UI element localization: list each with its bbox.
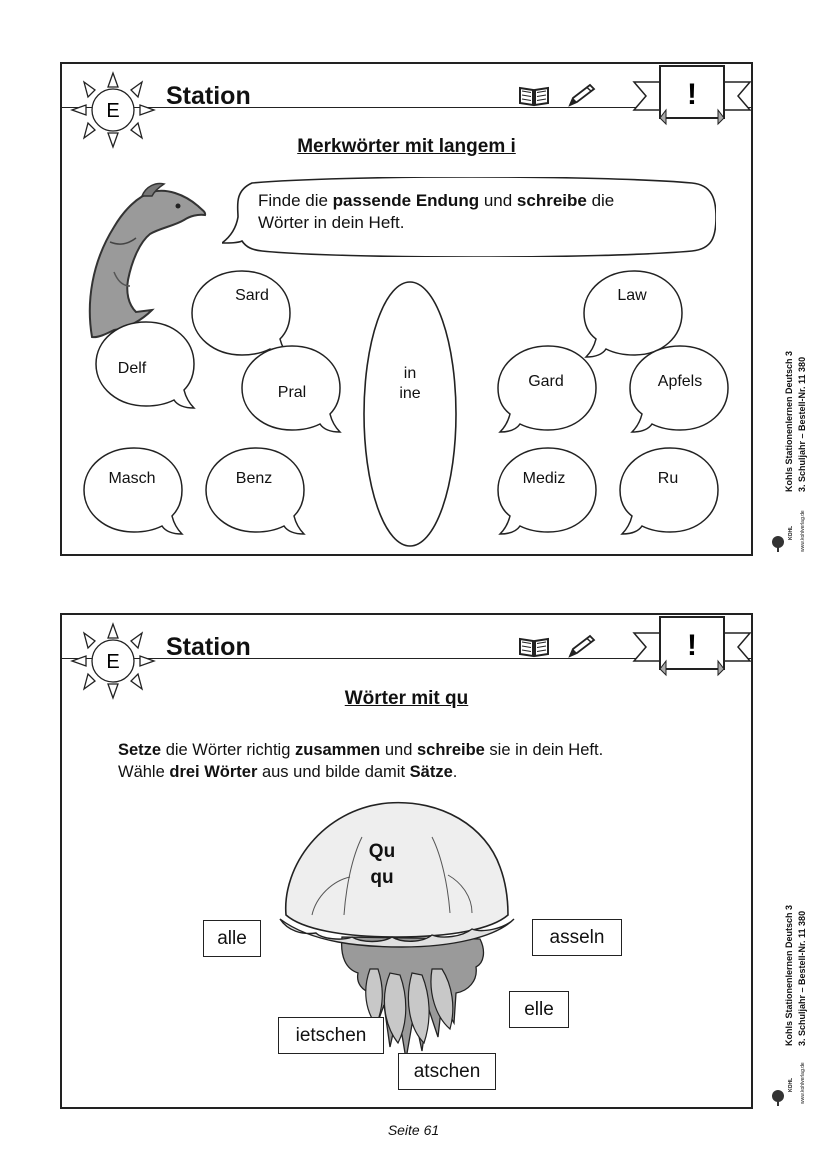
station-title: Station bbox=[166, 633, 251, 661]
sidebar-publisher: KOHL bbox=[788, 1077, 794, 1092]
publisher-sidebar bbox=[768, 330, 808, 560]
card-subtitle: Merkwörter mit langem i bbox=[297, 136, 516, 157]
ending-in: in bbox=[403, 365, 417, 382]
banner-icon bbox=[632, 615, 752, 685]
station-title: Station bbox=[166, 82, 251, 110]
bubble-label: Ru bbox=[657, 470, 679, 487]
banner-icon bbox=[632, 64, 752, 134]
bubble-label: Masch bbox=[108, 470, 156, 487]
ending-ine: ine bbox=[399, 385, 421, 402]
station-card-1 bbox=[60, 62, 753, 556]
sun-letter: E bbox=[106, 100, 120, 122]
bubble-label: Mediz bbox=[522, 470, 566, 487]
sidebar-order: 3. Schuljahr – Bestell-Nr. 11 380 bbox=[797, 356, 807, 492]
sidebar-publisher: KOHL bbox=[788, 525, 794, 540]
word-card: atschen bbox=[398, 1053, 496, 1090]
book-icon bbox=[518, 635, 550, 659]
jelly-upper: Qu bbox=[368, 841, 396, 862]
banner-mark: ! bbox=[687, 629, 697, 662]
jelly-lower: qu bbox=[370, 867, 394, 888]
word-bubble bbox=[496, 446, 600, 542]
pencil-icon bbox=[566, 83, 598, 107]
sun-letter: E bbox=[106, 651, 120, 673]
pencil-icon bbox=[566, 634, 598, 658]
bubble-label: Pral bbox=[277, 384, 307, 401]
word-card: ietschen bbox=[278, 1017, 384, 1054]
word-bubble bbox=[628, 344, 732, 440]
sidebar-title: Kohls Stationenlernen Deutsch 3 bbox=[784, 904, 794, 1046]
word-bubble bbox=[496, 344, 600, 440]
sidebar-website: www.kohlverlag.de bbox=[800, 1062, 806, 1104]
sidebar-order: 3. Schuljahr – Bestell-Nr. 11 380 bbox=[797, 910, 807, 1046]
word-card: elle bbox=[509, 991, 569, 1028]
banner-mark: ! bbox=[687, 78, 697, 111]
card-subtitle: Wörter mit qu bbox=[344, 688, 469, 709]
jellyfish-label bbox=[352, 839, 412, 891]
bubble-label: Apfels bbox=[657, 373, 703, 390]
bubble-label: Delf bbox=[117, 360, 147, 377]
word-bubble bbox=[82, 446, 186, 542]
bubble-label: Benz bbox=[235, 470, 273, 487]
word-bubble bbox=[204, 446, 308, 542]
bubble-label: Gard bbox=[528, 373, 564, 390]
bubble-label: Sard bbox=[235, 287, 269, 304]
book-icon bbox=[518, 84, 550, 108]
word-card: asseln bbox=[532, 919, 622, 956]
word-bubble bbox=[618, 446, 722, 542]
station-card-2 bbox=[60, 613, 753, 1109]
sidebar-website: www.kohlverlag.de bbox=[800, 510, 806, 552]
publisher-sidebar bbox=[768, 880, 808, 1110]
word-card: alle bbox=[203, 920, 261, 957]
endings-oval bbox=[362, 280, 458, 548]
instruction-text: Setze die Wörter richtig zusammen und schreibe sie in dein Heft. Wähle drei Wörter aus und bilde damit Sätze. bbox=[118, 741, 604, 781]
instruction-text: Finde die passende Endung und schreibe die Wörter in dein Heft. bbox=[258, 191, 615, 232]
page-number: Seite 61 bbox=[387, 1122, 440, 1138]
sidebar-title: Kohls Stationenlernen Deutsch 3 bbox=[784, 350, 794, 492]
bubble-label: Law bbox=[617, 287, 647, 304]
oval-endings bbox=[362, 364, 458, 404]
